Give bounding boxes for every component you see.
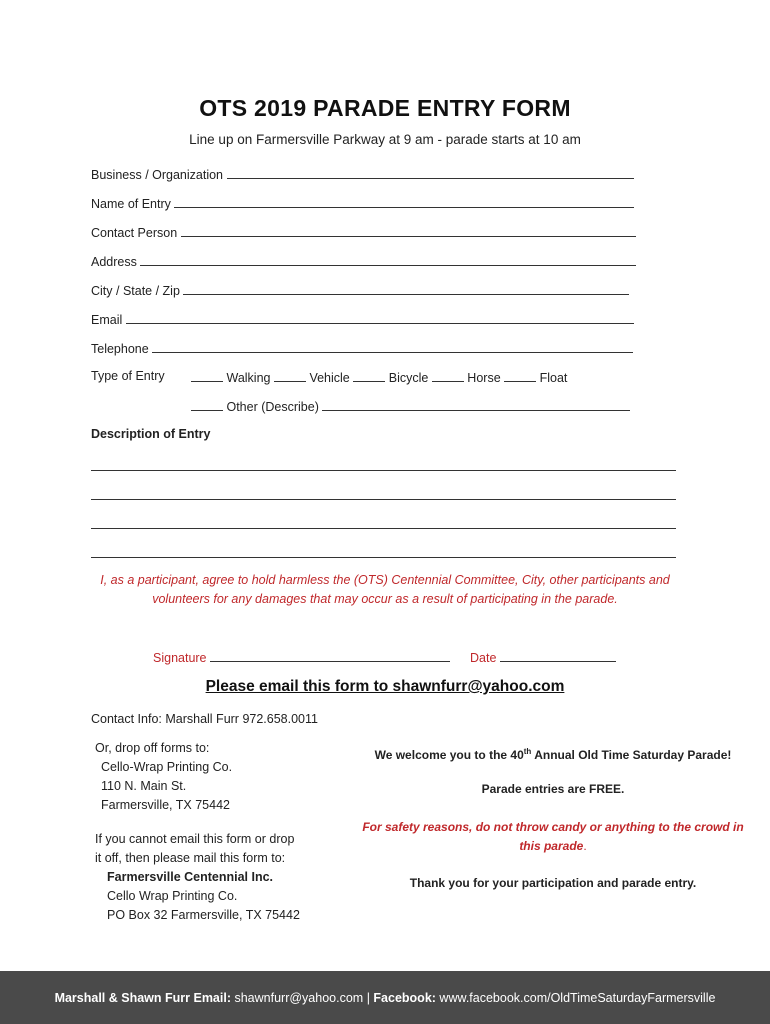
contact-person-label: Contact Person <box>91 226 178 240</box>
contact-info: Contact Info: Marshall Furr 972.658.0011 <box>91 712 318 726</box>
email-field <box>91 311 634 327</box>
signature-field <box>153 649 450 665</box>
other-option-label: Other (Describe) <box>226 400 319 414</box>
mail-intro-1: If you cannot email this form or drop <box>95 832 295 846</box>
business-label: Business / Organization <box>91 168 224 182</box>
welcome-text <box>358 742 748 765</box>
safety-line-1: For safety reasons, do not throw candy or anything to the crowd in <box>362 820 744 834</box>
business-input-line[interactable] <box>227 166 634 179</box>
city-state-zip-field <box>91 282 629 298</box>
email-label: Email <box>91 313 123 327</box>
vehicle-option-label: Vehicle <box>309 371 350 385</box>
waiver-text: I, as a participant, agree to hold harmless the (OTS) Centennial Committee, City, other participants and volunteers for any damages that may occur as a result of participating in the parade. <box>100 573 670 606</box>
description-line-4[interactable] <box>91 557 676 558</box>
bicycle-option-label: Bicycle <box>388 371 429 385</box>
safety-notice: For safety reasons, do not throw candy or anything to the crowd in this parade. <box>358 818 748 856</box>
vehicle-blank[interactable] <box>274 369 306 382</box>
city-state-zip-label: City / State / Zip <box>91 284 180 298</box>
mail-block <box>95 830 300 925</box>
telephone-label: Telephone <box>91 342 149 356</box>
bicycle-blank[interactable] <box>353 369 385 382</box>
telephone-input-line[interactable] <box>152 340 633 353</box>
dropoff-line: Farmersville, TX 75442 <box>101 798 230 812</box>
city-state-zip-input-line[interactable] <box>183 282 629 295</box>
type-of-entry-field <box>91 369 165 383</box>
signature-input-line[interactable] <box>210 649 450 662</box>
signature-label: Signature <box>153 651 207 665</box>
footer-facebook-link[interactable]: www.facebook.com/OldTimeSaturdayFarmersville <box>439 990 716 1005</box>
description-line-1[interactable] <box>91 470 676 471</box>
other-describe-input-line[interactable] <box>322 398 630 411</box>
other-blank[interactable] <box>191 398 223 411</box>
float-blank[interactable] <box>504 369 536 382</box>
footer-email[interactable]: shawnfurr@yahoo.com <box>234 990 364 1005</box>
address-input-line[interactable] <box>140 253 636 266</box>
telephone-field <box>91 340 633 356</box>
entries-free-text: Parade entries are FREE. <box>481 782 625 796</box>
mail-intro-2: it off, then please mail this form to: <box>95 851 286 865</box>
description-line-3[interactable] <box>91 528 676 529</box>
welcome-prefix: We welcome you to the 40 <box>374 748 524 762</box>
email-cta[interactable]: Please email this form to shawnfurr@yahoo.com <box>205 678 565 695</box>
address-field <box>91 253 636 269</box>
walking-blank[interactable] <box>191 369 223 382</box>
business-field <box>91 166 634 182</box>
dropoff-intro: Or, drop off forms to: <box>95 741 210 755</box>
welcome-suffix: Annual Old Time Saturday Parade! <box>531 748 732 762</box>
name-of-entry-input-line[interactable] <box>174 195 634 208</box>
date-field <box>470 649 616 665</box>
dropoff-line: Cello-Wrap Printing Co. <box>101 760 233 774</box>
contact-person-input-line[interactable] <box>181 224 636 237</box>
thank-you-text: Thank you for your participation and parade entry. <box>409 876 697 890</box>
date-label: Date <box>470 651 497 665</box>
date-input-line[interactable] <box>500 649 616 662</box>
mail-org: Farmersville Centennial Inc. <box>107 870 274 884</box>
dropoff-block <box>95 739 232 815</box>
horse-blank[interactable] <box>432 369 464 382</box>
dropoff-line: 110 N. Main St. <box>101 779 187 793</box>
mail-line: PO Box 32 Farmersville, TX 75442 <box>107 908 300 922</box>
other-entry-field <box>191 398 630 414</box>
type-of-entry-label: Type of Entry <box>91 369 165 383</box>
horse-option-label: Horse <box>467 371 501 385</box>
description-heading: Description of Entry <box>91 427 211 441</box>
contact-person-field <box>91 224 636 240</box>
footer-bar <box>0 971 770 1024</box>
description-line-2[interactable] <box>91 499 676 500</box>
footer-facebook-label: Facebook: <box>373 990 436 1005</box>
welcome-sup: th <box>523 747 532 756</box>
email-input-line[interactable] <box>126 311 634 324</box>
form-title: OTS 2019 PARADE ENTRY FORM <box>199 95 571 121</box>
name-of-entry-field <box>91 195 634 211</box>
name-of-entry-label: Name of Entry <box>91 197 171 211</box>
walking-option-label: Walking <box>226 371 271 385</box>
address-label: Address <box>91 255 137 269</box>
mail-line: Cello Wrap Printing Co. <box>107 889 238 903</box>
footer-separator: | <box>366 990 370 1005</box>
type-of-entry-options <box>191 369 567 385</box>
safety-line-2: this parade <box>519 839 584 853</box>
footer-email-label: Marshall & Shawn Furr Email: <box>54 990 231 1005</box>
form-subtitle: Line up on Farmersville Parkway at 9 am - parade starts at 10 am <box>189 132 581 147</box>
float-option-label: Float <box>539 371 568 385</box>
